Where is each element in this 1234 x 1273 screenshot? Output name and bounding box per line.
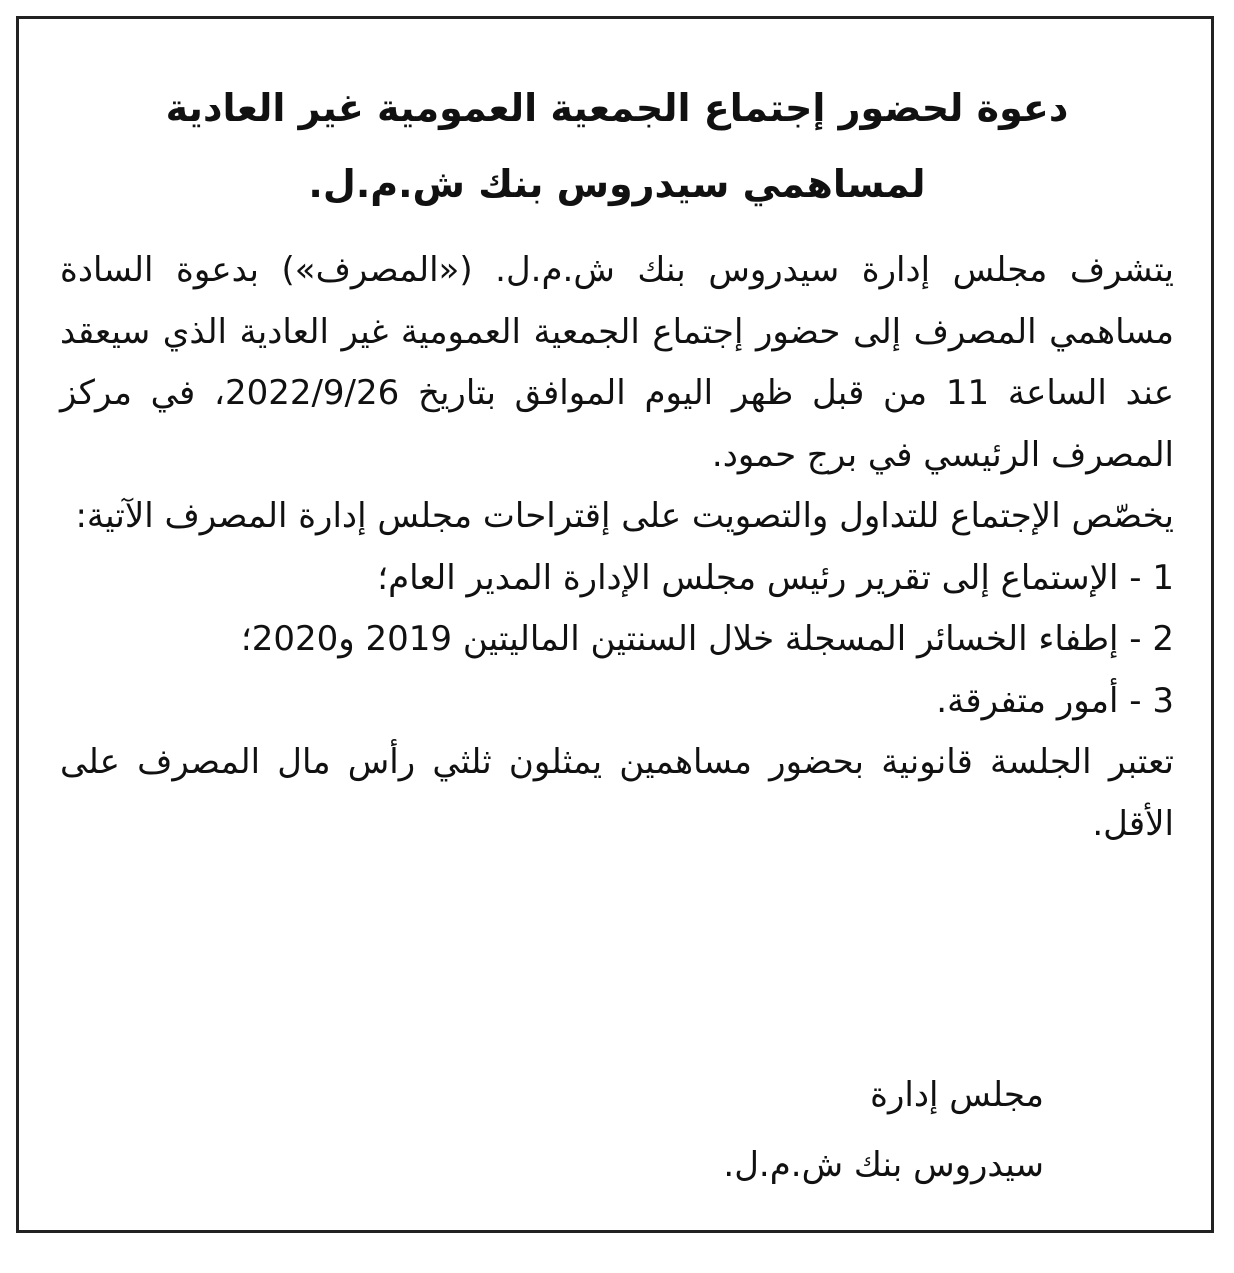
- intro-paragraph: يتشرف مجلس إدارة سيدروس بنك ش.م.ل. («المصرف») بدعوة السادة مساهمي المصرف إلى حضور إجتماع الجمعية العمومية غير العادية الذي سيعقد عند الساعة 11 من قبل ظهر اليوم الموافق بتاريخ 2022/9/26، في مركز المصرف الرئيسي في برج حمود.: [60, 250, 1174, 475]
- notice-body: [60, 240, 1174, 855]
- notice-title: [60, 70, 1174, 222]
- signature-block: [723, 1060, 1044, 1200]
- agenda-item-1: 1 - الإستماع إلى تقرير رئيس مجلس الإدارة المدير العام؛: [377, 557, 1174, 598]
- signature-line-1: مجلس إدارة: [870, 1075, 1044, 1115]
- title-line-1: دعوة لحضور إجتماع الجمعية العمومية غير العادية: [165, 86, 1069, 130]
- agenda-item-3: 3 - أمور متفرقة.: [936, 680, 1174, 721]
- notice-content: [60, 70, 1174, 855]
- agenda-intro-paragraph: يخصّص الإجتماع للتداول والتصويت على إقتراحات مجلس إدارة المصرف الآتية:: [75, 496, 1174, 536]
- quorum-paragraph: تعتبر الجلسة قانونية بحضور مساهمين يمثلون ثلثي رأس مال المصرف على الأقل.: [60, 742, 1174, 844]
- signature-line-2: سيدروس بنك ش.م.ل.: [723, 1145, 1044, 1185]
- title-line-2: لمساهمي سيدروس بنك ش.م.ل.: [308, 162, 926, 206]
- agenda-item-2: 2 - إطفاء الخسائر المسجلة خلال السنتين الماليتين 2019 و2020؛: [240, 619, 1174, 659]
